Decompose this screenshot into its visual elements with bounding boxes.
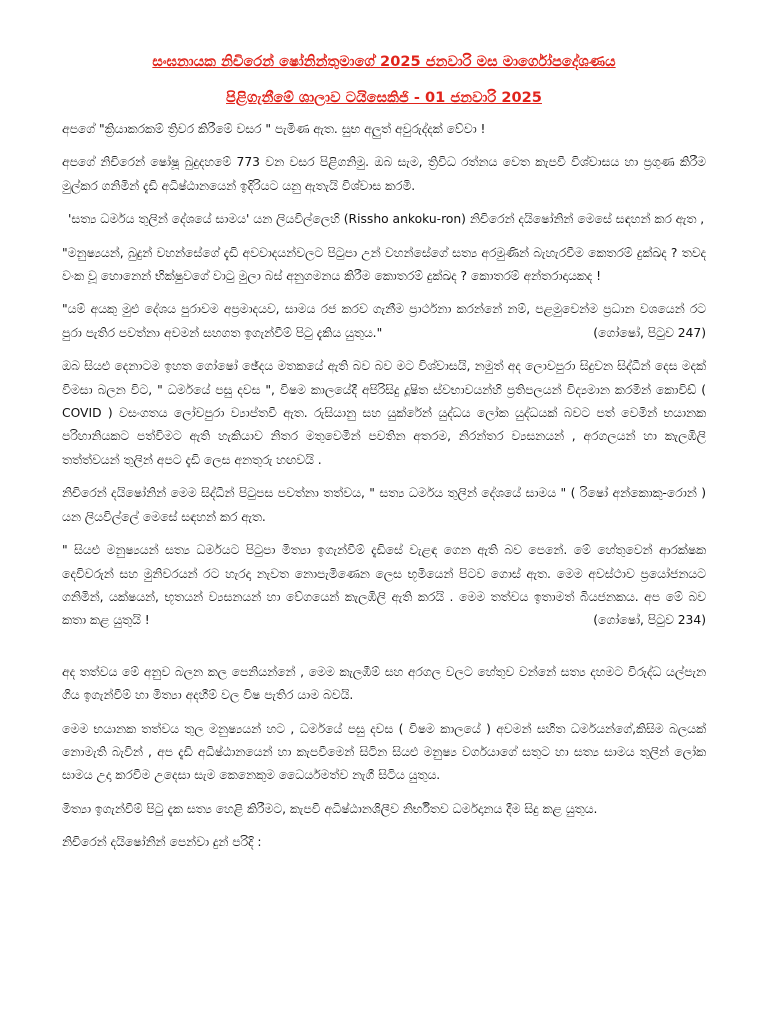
paragraph-8: මෙම භයානක තත්වය තුල මනුෂ්‍යයන් හට , ධර්මයේ පසු දවස ( විෂම කාලයේ ) අවමන් සහිත ධර්මයන්ගේ,කිසිම බලයක් නොමැති බැවින් , අප දැඩි අධිෂ්ඨානයෙන් හා කැපවීමෙන් සිටින සියළු මනුෂ්‍ය වර්ගයාගේ සතුට හා සත්‍ය සාමය තුලින් ලෝක සාමය උදා කරවීම උදෙසා සැම කෙනෙකුම ධෛර්යමත්ව නැගී සිටිය යුතුය.: [62, 721, 706, 783]
quote-1: [62, 298, 706, 345]
page-title: සංඝනායක නිචිරෙන් ෂෝනින්තුමාගේ 2025 ජනවාරි මස මාර්ගෝපදේශණය: [152, 53, 616, 70]
paragraph-1: අපගේ "ක්‍රියාකරකම් ත්‍රිවර කිරීමේ වසර " පැමිණ ඇත. සුභ අලුත් අවුරුද්දක් වේවා !: [62, 122, 486, 136]
quote-2-text: " සියළු මනුෂ්‍යයන් සත්‍ය ධර්මයට පිටුපා මිත්‍යා ඉගැන්වීම් දැඩිසේ වැළඳ ගෙන ඇති බව පෙනේ. මේ හේතුවෙන් ආරක්ෂක දෙවිවරුන් සහ මුනිවරයන් රට හැරදා නැවත නොපැමිණෙන ලෙස භූමියෙන් පිටව ගොස් ඇත. මෙම අවස්ථාව ප්‍රයෝජනයට ගනිමින්, යක්ෂයන්, භූතයන් ව්‍යසනයන් හා වේගයෙන් කැලඹිලි ඇති කරයි . මෙම තත්වය ඉතාමත් බියජනකය. අප මේ බව කතා කළ යුතුයි !: [62, 543, 706, 628]
paragraph-10: නිචිරෙන් දයිෂෝනින් පෙන්වා දුන් පරිදි :: [62, 835, 262, 850]
paragraph-2: අපගේ නිචිරෙන් ෂෝෂූ බුදුදහමේ 773 වන වසර පිළිගනිමු. ඔබ සැම, ත්‍රිවිධ රත්නය වෙත කැපවී විශ්වාසය හා ප්‍රගුණ කිරීම මුල්කර ගනිමින් දැඩි අධිෂ්ඨානයෙන් ඉදිරියට යනු ඇතැයි විශ්වාස කරමි.: [62, 155, 706, 193]
paragraph-7: අද තත්වය මේ අනුව බලන කල පෙනියන්නේ , මෙම කැලඹීම් සහ අරගල වලට හේතුව වන්නේ සත්‍ය දහමට විරුද්ධ යල්පැන ගිය ඉගැන්වීම් හා මිත්‍යා අදහීම් වල විෂ පැතිර යාම බවයි.: [62, 664, 706, 703]
paragraph-3: 'සත්‍ය ධර්මය තුලින් දේශයේ සාමය' යන ලියවිල්ලෙහි (Rissho ankoku-ron) නිචිරෙන් දයිෂෝනින් මෙසේ සඳහන් කර ඇත ,: [68, 212, 705, 227]
paragraph-4: "මනුෂ්‍යයන්, බුදුන් වහන්සේගේ දැඩි අවවාදයන්වලට පිටුපා උන් වහන්සේගේ සත්‍ය අරමුණින් බැහැරවීම කෙතරම් දුක්ඛද ? තවද වංක වූ හොනෙන් භික්ෂුවගේ වාටු මුලා බස් අනුගමනය කිරීම කොතරම් දුක්ඛද ? කොතරම් අන්තරාදායකද !: [62, 245, 706, 284]
quote-1-citation: (ගෝෂෝ, පිටුව 247): [593, 325, 706, 340]
paragraph-6: නිචිරෙන් දයිෂෝනින් මෙම සිද්ධීන් පිටුපස පවත්නා තත්වය, " සත්‍ය ධර්මය තුලින් දේශයේ සාමය " ( රිෂෝ අන්කොකු-රොන් ) යන ලියවිල්ලේ මෙසේ සඳහන් කර ඇත.: [62, 486, 706, 524]
paragraph-9: මිත්‍යා ඉගැන්වීම් පිටු දැක සත්‍ය හෙළි කිරීමට, කැපවී අධිෂ්ඨානශිලීව නිර්භීතව ධර්මදානය දීම සිදු කළ යුතුය.: [62, 801, 598, 816]
section-gap: [62, 643, 706, 661]
quote-2-citation: (ගෝෂෝ, පිටුව 234): [593, 613, 706, 628]
page-subtitle: පිළිගැනීමේ ශාලාව ටයිසෙකිජි - 01 ජනවාරි 2025: [226, 89, 542, 106]
quote-2: [62, 539, 706, 633]
quote-1-text: "යම් අයකු මුළු දේශය පුරාවම අප්‍රමාදයව, සාමය රජ කරව ගැනීම ප්‍රාර්ථනා කරන්නේ නම්, පළමුවෙන්ම ප්‍රධාන වශයෙන් රට පුරා පැතිර පවත්නා අවමන් සහගත ඉගැන්වීම් පිටු දැකිය යුතුය.": [62, 302, 706, 340]
paragraph-5: ඔබ සියළු දෙනාටම ඉහත ගෝෂෝ ඡේදය මතකයේ ඇති බව බව මට විශ්වාසයි, නමුත් අද ලොවපුරා සිදුවන සිද්ධීන් දෙස මදක් විමසා බලන විට, " ධර්මයේ පසු දවස ", විෂම කාලයේදී අපිරිසිදු දූෂිත ස්වභාවයන්හි ප්‍රතිපලයන් විද්‍යමාන කරමින් කොවිඩ් ( COVID ) වසංගතය ලෝවපුරා ව්‍යාප්තවී ඇත. රුසියානු සහ යුක්රේන් යුද්ධය ලෝක යුද්ධයක් බවට පත් වෙමින් භයානක පරිහානියකට පත්විමට ඇති හැකියාව නිතර මතුවෙමින් පවතින අතරම, නිරන්තර ව්‍යසනයන් , අරගලයන් හා කැලඹිලි තත්ත්වයන් තුලින් අපට දැඩි ලෙස අනතුරු හඟවයි .: [62, 359, 706, 467]
